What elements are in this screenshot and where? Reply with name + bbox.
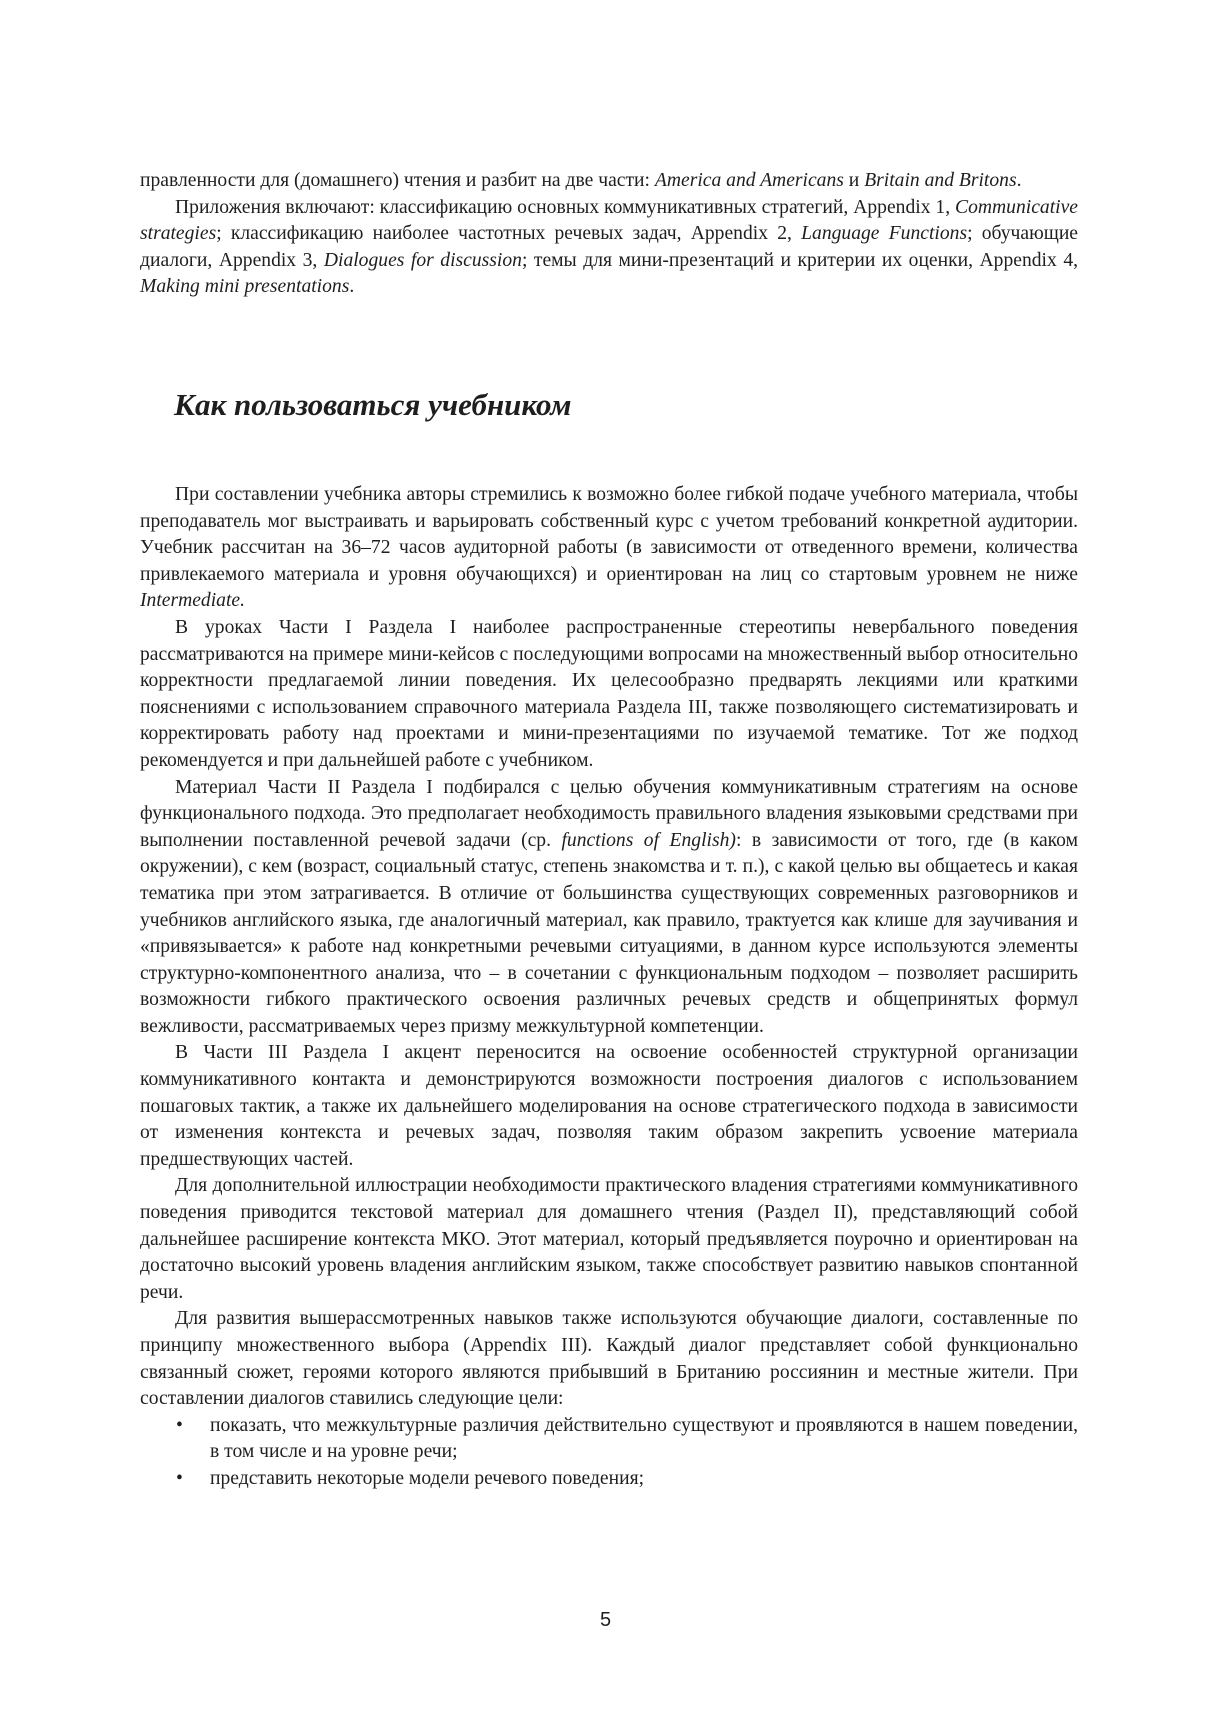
- page-number: 5: [599, 1609, 612, 1631]
- italic-title: Dialogues for discussion: [323, 249, 522, 271]
- italic-title: Britain and Britons: [864, 170, 1017, 191]
- bullet-icon: •: [176, 1414, 183, 1436]
- main-text-block: [140, 482, 1078, 1493]
- paragraph-5: Для дополнительной иллюстрации необходимости практического владения стратегиями коммуникативного поведения приводится текстовой материал для домашнего чтения (Раздел II), представляющий собой дальнейшее расширение контекста МКО. Этот материал, который предъявляется поурочно и ориентирован на достаточно высокий уровень владения английским языком, также способствует развитию навыков спонтанной речи.: [140, 1175, 1078, 1303]
- paragraph-1: [140, 482, 1078, 615]
- text-run: и: [843, 170, 865, 191]
- italic-title: Communicative strategies: [140, 196, 1078, 245]
- bullet-list: [140, 1413, 1078, 1493]
- paragraph-4: В Части III Раздела I акцент переносится на освоение особенностей структурной организации коммуникативного контакта и демонстрируются возможности построения диалогов с использованием пошаговых тактик, а также их дальнейшего моделирования на основе стратегического подхода в зависимости от изменения контекста и речевых задач, позволяя таким образом закрепить усвоение материала предшествующих частей.: [140, 1042, 1078, 1170]
- paragraph-3: [140, 775, 1078, 1041]
- bullet-icon: •: [176, 1467, 183, 1489]
- paragraph-6: Для развития вышерассмотренных навыков также используются обучающие диалоги, составленные по принципу множественного выбора (Appendix III). Каждый диалог представляет собой функционально связанный сюжет, героями которого являются прибывший в Британию россиянин и местные жители. При составлении диалогов ставились следующие цели:: [140, 1308, 1078, 1410]
- text-run: Приложения включают: классификацию основных коммуникативных стратегий, Appendix 1,: [175, 196, 956, 218]
- italic-term: Intermediate.: [140, 590, 246, 612]
- text-run: правленности для (домашнего) чтения и разбит на две части:: [140, 170, 655, 191]
- text-run: ; темы для мини-презентаций и критерии их оценки, Appendix 4,: [521, 249, 1079, 271]
- italic-title: America and Americans: [654, 170, 844, 191]
- text-run: : в зависимости от того, где (в каком окружении), с кем (возраст, социальный статус, степень знакомства и т. п.), с какой целью вы общаетесь и какая тематика при этом затрагивается. В отличие от большинства существующих современных разговорников и учебников английского языка, где аналогичный материал, как правило, трактуется как клише для заучивания и «привязывается» к работе над конкретными речевыми ситуациями, в данном курсе используются элементы структурно-компонентного анализа, что – в сочетании с функциональным подходом – позволяет расширить возможности гибкого практического освоения различных речевых средств и общепринятых формул вежливости, рассматриваемых через призму межкультурной компетенции.: [140, 829, 1078, 1037]
- text-run: Материал Части II Раздела I подбирался с целью обучения коммуникативным стратегиям на основе функционального подхода. Это предполагает необходимость правильного владения языковыми средствами при выполнении поставленной речевой задачи (ср.: [140, 776, 1078, 851]
- paragraph-appendices: [140, 195, 1078, 301]
- text-run: .: [349, 276, 355, 298]
- text-run: При составлении учебника авторы стремились к возможно более гибкой подаче учебного материала, чтобы преподаватель мог выстраивать и варьировать собственный курс с учетом требований конкретной аудитории. Учебник рассчитан на 36–72 часов аудиторной работы (в зависимости от отведенного времени, количества привлекаемого материала и уровня обучающихся) и ориентирован на лиц со стартовым уровнем не ниже: [140, 484, 1078, 585]
- section-heading: Как пользоваться учебником: [174, 387, 572, 422]
- list-item-text: показать, что межкультурные различия действительно существуют и проявляются в нашем поведении, в том числе и на уровне речи;: [210, 1414, 1078, 1463]
- italic-title: Making mini presentations: [140, 276, 350, 298]
- paragraph-2: В уроках Части I Раздела I наиболее распространенные стереотипы невербального поведения рассматриваются на примере мини-кейсов с последующими вопросами на множественный выбор относительно корректности предлагаемой линии поведения. Их целесообразно предварять лекциями или краткими пояснениями с использованием справочного материала Раздела III, также позволяющего систематизировать и корректировать работу над проектами и мини-презентациями по изучаемой тематике. Тот же подход рекомендуется и при дальнейшей работе с учебником.: [140, 616, 1078, 771]
- italic-title: Language Functions: [801, 223, 968, 245]
- intro-text-block: [140, 168, 1078, 301]
- list-item: [140, 1466, 1078, 1493]
- list-item: [140, 1413, 1078, 1466]
- italic-term: functions of English): [561, 829, 736, 851]
- paragraph-continuation: [140, 168, 1078, 195]
- text-run: .: [1016, 170, 1022, 191]
- text-run: ; обучающие диалоги, Appendix 3,: [140, 223, 1079, 271]
- list-item-text: представить некоторые модели речевого поведения;: [210, 1467, 645, 1489]
- text-run: ; классификацию наиболее частотных речевых задач, Appendix 2,: [216, 223, 802, 245]
